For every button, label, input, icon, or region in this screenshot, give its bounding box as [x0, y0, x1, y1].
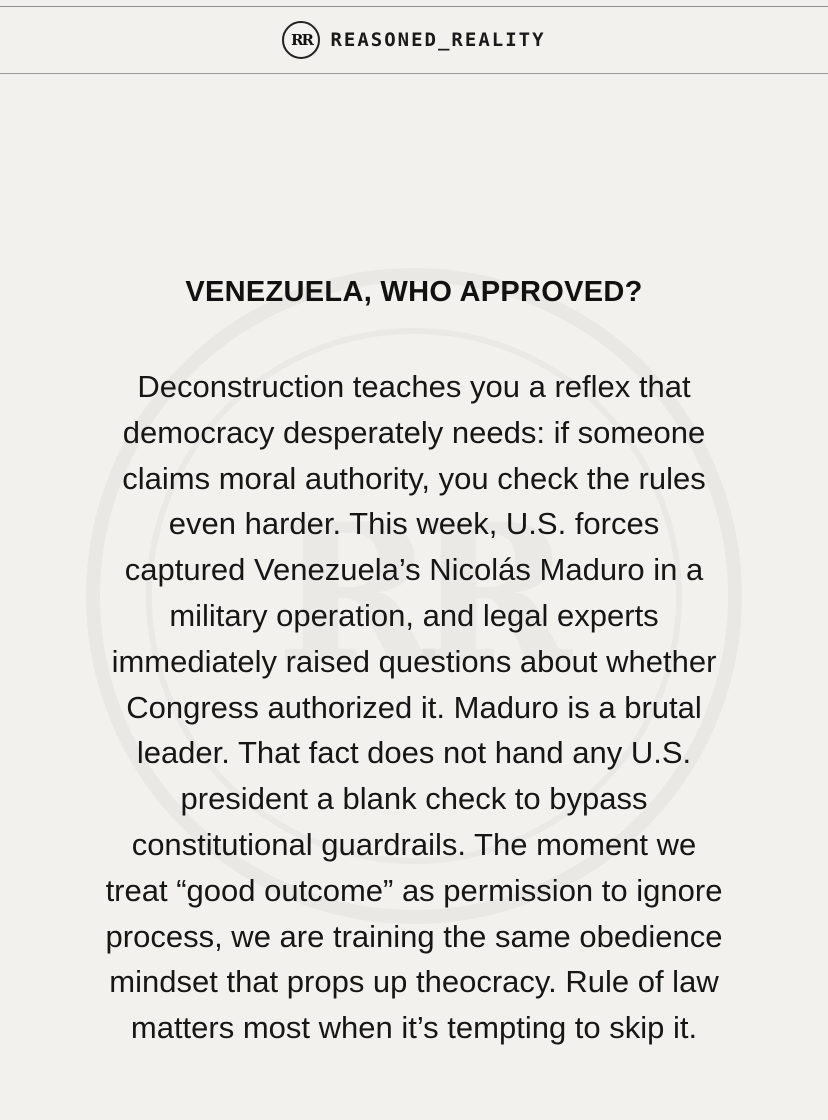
- body-line: constitutional guardrails. The moment we: [131, 826, 697, 862]
- body-line: treat “good outcome” as permission to ignore: [105, 872, 723, 908]
- body-line: democracy desperately needs: if someone: [122, 414, 706, 450]
- body-line: captured Venezuela’s Nicolás Maduro in a: [124, 552, 704, 588]
- post-title: VENEZUELA, WHO APPROVED?: [185, 276, 643, 308]
- body-line: president a blank check to bypass: [180, 781, 648, 817]
- body-line: mindset that props up theocracy. Rule of law: [109, 964, 719, 1000]
- brand-name[interactable]: REASONED_REALITY: [330, 29, 546, 51]
- body-line: process, we are training the same obedience: [105, 918, 723, 954]
- body-line: immediately raised questions about whether: [111, 643, 717, 679]
- header: [0, 7, 828, 73]
- post-body: [40, 364, 788, 1051]
- brand-logo-icon[interactable]: [282, 21, 320, 59]
- body-line: Congress authorized it. Maduro is a brutal: [126, 689, 702, 725]
- body-line: military operation, and legal experts: [169, 597, 659, 633]
- body-line: matters most when it’s tempting to skip it.: [130, 1010, 698, 1046]
- body-line: Deconstruction teaches you a reflex that: [137, 369, 691, 404]
- header-divider: [0, 73, 828, 74]
- body-line: even harder. This week, U.S. forces: [168, 506, 660, 542]
- body-line: leader. That fact does not hand any U.S.: [136, 735, 692, 771]
- logo-monogram: RR: [291, 31, 312, 49]
- body-line: claims moral authority, you check the rules: [122, 460, 706, 496]
